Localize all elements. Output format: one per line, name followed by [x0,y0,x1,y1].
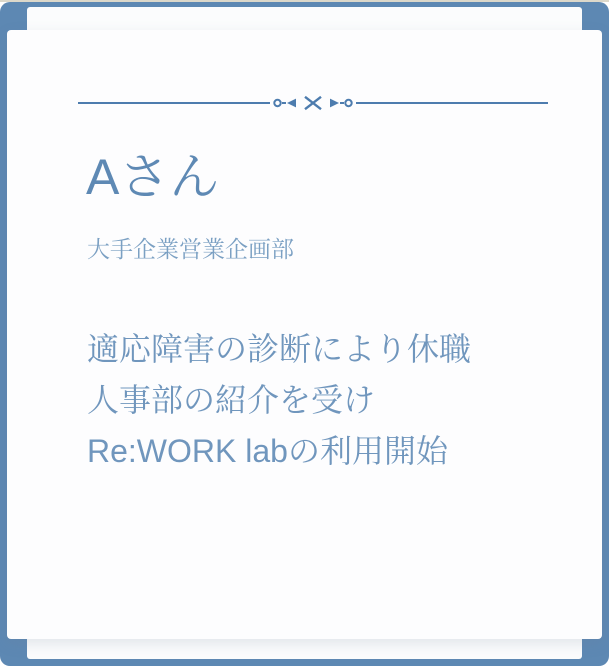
profile-history-line: Re:WORK labの利用開始 [87,433,448,469]
profile-history-line: 適応障害の診断により休職 [87,331,472,367]
profile-card [7,30,602,639]
profile-affiliation: 大手企業営業企画部 [87,236,294,262]
profile-history-line: 人事部の紹介を受け [87,382,376,418]
decorative-divider [77,95,549,111]
profile-name: Aさん [86,149,220,205]
divider-ornament-icon [77,95,549,111]
window-edge-line [0,0,609,2]
profile-history [87,324,471,477]
